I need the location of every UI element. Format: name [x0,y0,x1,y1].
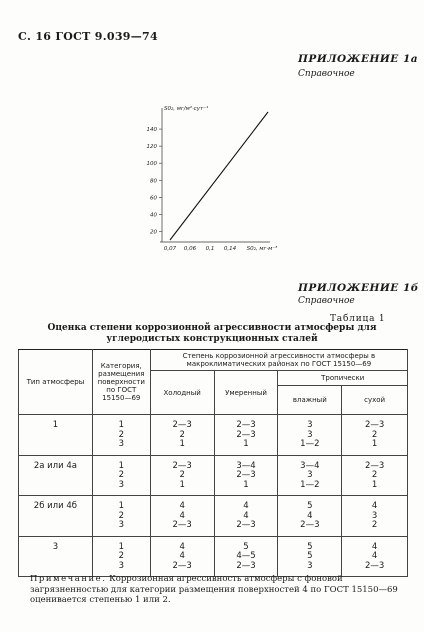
table-caption-line-2: углеродистых конструкционных сталей [106,334,318,344]
table-row [19,455,408,496]
cell-category [92,536,150,577]
x-tick-label: 0,1 [205,246,215,252]
y-tick-label: 40 [150,212,157,219]
appendix-1b-title: ПРИЛОЖЕНИЕ 1б [298,282,419,294]
cell-value: 2 [118,551,124,561]
x-tick-label: 0,06 [183,246,197,252]
cell-category [92,496,150,537]
cell-value: 4 [371,501,378,511]
cell-wet [278,536,342,577]
cell-moderate [214,455,278,496]
cell-value: 2—3 [236,520,256,530]
cell-dry [342,496,408,537]
cell-category [92,415,150,456]
cell-value: 4 [179,510,185,521]
cell-value: 3 [307,560,313,571]
cell-value: 5 [243,541,249,552]
cell-dry [342,455,408,496]
cell-value: 3—4 [300,460,320,471]
cell-value: 4 [243,510,249,521]
cell-value: 2 [179,470,185,480]
note-text: Коррозионная агрессивность атмосферы с фоновой загрязненностью для категории размещения поверхностей 4 по ГОСТ 15150—69 оценивается степенью 1 или 2. [30,574,398,605]
cell-value: 5 [307,501,313,511]
y-tick-label: 80 [150,178,157,185]
header-degree: Степень коррозионной агрессивности атмосферы в макроклиматических районах по ГОСТ 15150—69 [150,350,407,371]
cell-value: 1 [118,541,124,552]
cell-value: 5 [307,541,313,552]
cell-wet [278,455,342,496]
cell-value: 3 [307,429,313,440]
cell-value: 2—3 [364,560,385,571]
cell-value: 2—3 [172,520,192,530]
cell-atmosphere-type: 1 [19,415,93,456]
cell-value: 4 [371,541,378,552]
cell-value: 3 [118,560,124,571]
cell-cold [150,455,214,496]
header-wet: влажный [278,386,342,415]
page-header: С. 16 ГОСТ 9.039—74 [18,30,158,43]
header-dry: сухой [342,386,408,415]
cell-dry [342,415,408,456]
cell-value: 1 [243,479,249,490]
note-lead: Примечание. [30,574,107,584]
cell-value: 2—3 [172,560,192,571]
cell-atmosphere-type: 2а или 4а [19,455,93,496]
header-atmosphere-type: Тип атмосферы [19,350,93,415]
cell-value: 4 [371,551,378,561]
table-caption-line-1: Оценка степени коррозионной агрессивности атмосферы для [47,323,377,333]
cell-cold [150,496,214,537]
table-row [19,496,408,537]
cell-value: 2—3 [236,470,256,480]
cell-value: 4 [179,541,185,552]
cell-wet [278,496,342,537]
table-caption [20,323,404,345]
table-row [19,536,408,577]
cell-value: 3 [307,420,313,430]
cell-value: 1 [118,501,124,511]
cell-value: 2 [118,470,124,480]
x-axis-label: S0₂, мг·м⁻³ [246,246,278,252]
cell-atmosphere-type: 3 [19,536,93,577]
cell-value: 4 [179,551,185,561]
cell-value: 2 [118,510,124,521]
cell-value: 4 [307,510,313,521]
cell-value: 2—3 [236,420,256,430]
cell-value: 1 [371,439,378,449]
cell-value: 2—3 [364,420,385,430]
y-axis-label: S0₂, мг/м²·сут⁻¹ [164,106,209,112]
cell-atmosphere-type: 2б или 4б [19,496,93,537]
appendix-1a-subtitle: Справочное [298,69,355,79]
cell-moderate [214,415,278,456]
table-number: Таблица 1 [330,314,386,324]
x-tick-label: 0,14 [223,246,237,252]
cell-value: 5 [307,551,313,561]
cell-moderate [214,496,278,537]
cell-moderate [214,536,278,577]
cell-value: 1 [118,420,124,430]
cell-value: 2 [371,520,378,530]
cell-value: 3 [118,479,124,490]
series-line [170,112,268,240]
cell-value: 2—3 [364,460,385,471]
cell-value: 1 [243,439,249,449]
cell-dry [342,536,408,577]
cell-value: 4—5 [236,551,256,561]
table-note [30,574,404,606]
cell-value: 4 [179,501,185,511]
x-tick-label: 0,07 [163,246,177,252]
cell-value: 1 [118,460,124,471]
corrosion-table [18,349,408,577]
cell-value: 2—3 [172,460,192,471]
table-row [19,415,408,456]
cell-wet [278,415,342,456]
cell-value: 2 [371,470,378,480]
header-category: Категория, размещения поверхности по ГОСТ 15150—69 [92,350,150,415]
y-tick-label: 20 [150,229,157,236]
table-body [19,415,408,577]
chart-layer [147,105,279,252]
cell-category [92,455,150,496]
y-tick-label: 100 [146,161,157,168]
cell-value: 1—2 [300,479,320,490]
cell-value: 3—4 [236,460,256,471]
cell-value: 3 [118,520,124,530]
cell-value: 2—3 [172,420,192,430]
header-moderate: Умеренный [214,371,278,415]
appendix-1a-title: ПРИЛОЖЕНИЕ 1а [298,53,419,65]
cell-value: 2—3 [236,429,256,440]
cell-value: 2—3 [236,560,256,571]
cell-value: 1 [371,479,378,490]
cell-value: 2—3 [300,520,320,530]
cell-value: 3 [307,470,313,480]
cell-value: 3 [371,510,378,521]
y-tick-label: 60 [150,195,157,202]
cell-cold [150,536,214,577]
cell-value: 3 [118,439,124,449]
cell-value: 1—2 [300,439,320,449]
y-tick-label: 140 [146,127,157,134]
header-tropical: Тропически [278,371,408,386]
cell-cold [150,415,214,456]
cell-value: 4 [243,501,249,511]
cell-value: 2 [371,429,378,440]
header-cold: Холодный [150,371,214,415]
cell-value: 2 [179,429,185,440]
so2-deposition-chart [120,100,280,260]
cell-value: 1 [179,439,185,449]
y-tick-label: 120 [146,144,157,151]
cell-value: 1 [179,479,185,490]
appendix-1b-subtitle: Справочное [298,296,355,306]
cell-value: 2 [118,429,124,440]
